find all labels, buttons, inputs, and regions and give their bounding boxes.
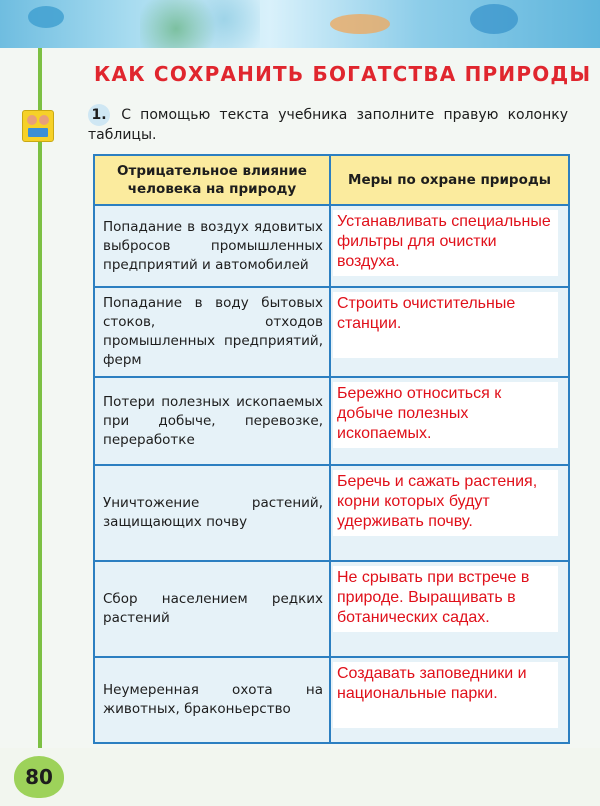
table-row: [94, 287, 569, 377]
task-text: С помощью текста учебника заполните правую колонку таблицы.: [88, 107, 569, 143]
fish-illustration: [28, 6, 64, 28]
negative-impact-cell: Потери полезных ископаемых при добыче, перевозке, переработке: [94, 377, 330, 465]
table-row: [94, 657, 569, 743]
answer-field[interactable]: Бережно относиться к добыче полезных ископаемых.: [333, 382, 558, 448]
seaweed-illustration: [140, 0, 260, 48]
fish-illustration: [470, 4, 518, 34]
table-header-row: [94, 155, 569, 205]
table-row: [94, 205, 569, 287]
answer-field[interactable]: Не срывать при встрече в природе. Выращивать в ботанических садах.: [333, 566, 558, 632]
header-banner: [0, 0, 600, 48]
header-negative-impact: Отрицательное влияние человека на природу: [94, 155, 330, 205]
protection-table: [93, 154, 570, 744]
table-row: [94, 465, 569, 561]
answer-field[interactable]: Создавать заповедники и национальные парки.: [333, 662, 558, 728]
negative-impact-cell: Уничтожение растений, защищающих почву: [94, 465, 330, 561]
negative-impact-cell: Попадание в воздух ядовитых выбросов промышленных предприятий и автомобилей: [94, 205, 330, 287]
task-instruction: [88, 104, 568, 145]
answer-field[interactable]: Беречь и сажать растения, корни которых будут удерживать почву.: [333, 470, 558, 536]
page-title: КАК СОХРАНИТЬ БОГАТСТВА ПРИРОДЫ: [94, 62, 592, 86]
negative-impact-cell: Неумеренная охота на животных, браконьерство: [94, 657, 330, 743]
answer-field[interactable]: Строить очистительные станции.: [333, 292, 558, 358]
fish-illustration: [330, 14, 390, 34]
page-footer: [0, 748, 600, 806]
header-protection-measures: Меры по охране природы: [330, 155, 569, 205]
answer-field[interactable]: Устанавливать специальные фильтры для очистки воздуха.: [333, 210, 558, 276]
task-children-book-icon: [22, 110, 54, 142]
negative-impact-cell: Сбор населением редких растений: [94, 561, 330, 657]
negative-impact-cell: Попадание в воду бытовых стоков, отходов промышленных предприятий, ферм: [94, 287, 330, 377]
table-row: [94, 561, 569, 657]
table-row: [94, 377, 569, 465]
margin-rail: [38, 48, 42, 748]
page-number: 80: [14, 756, 64, 798]
task-number: 1.: [88, 104, 110, 126]
